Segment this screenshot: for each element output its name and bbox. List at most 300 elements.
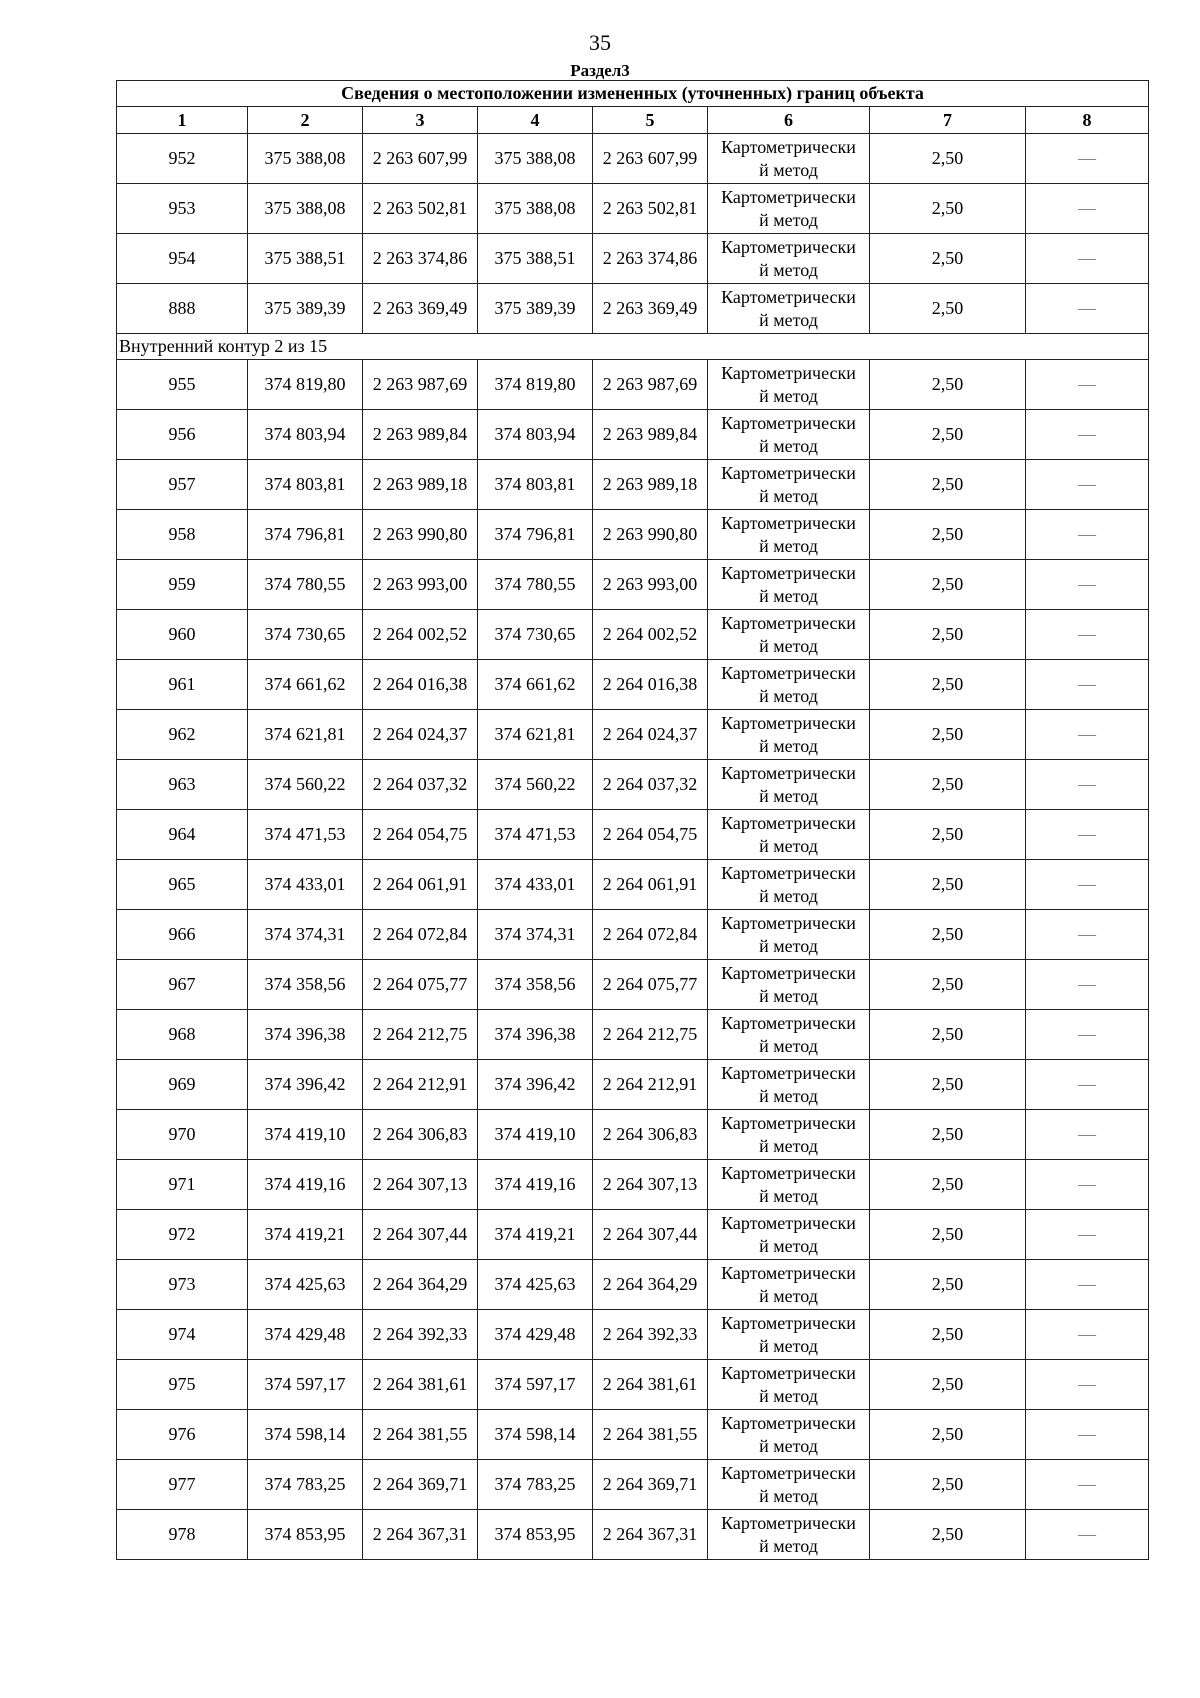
new-y-coordinate: 2 264 369,71 bbox=[593, 1460, 708, 1510]
method-line-2: й метод bbox=[759, 385, 818, 406]
new-y-coordinate: 2 264 024,37 bbox=[593, 710, 708, 760]
method-line-1: Картометрически bbox=[721, 1262, 856, 1283]
method-line-2: й метод bbox=[759, 535, 818, 556]
method-cell bbox=[708, 460, 870, 510]
method-line-2: й метод bbox=[759, 685, 818, 706]
description-cell: — bbox=[1026, 910, 1149, 960]
new-x-coordinate: 374 433,01 bbox=[478, 860, 593, 910]
old-y-coordinate: 2 263 502,81 bbox=[363, 184, 478, 234]
accuracy-value: 2,50 bbox=[870, 360, 1026, 410]
description-cell: — bbox=[1026, 134, 1149, 184]
new-y-coordinate: 2 264 307,44 bbox=[593, 1210, 708, 1260]
point-number: 968 bbox=[117, 1010, 248, 1060]
old-x-coordinate: 374 661,62 bbox=[248, 660, 363, 710]
accuracy-value: 2,50 bbox=[870, 410, 1026, 460]
method-line-2: й метод bbox=[759, 935, 818, 956]
old-y-coordinate: 2 264 364,29 bbox=[363, 1260, 478, 1310]
description-cell: — bbox=[1026, 1460, 1149, 1510]
description-cell: — bbox=[1026, 410, 1149, 460]
method-line-2: й метод bbox=[759, 209, 818, 230]
accuracy-value: 2,50 bbox=[870, 610, 1026, 660]
old-x-coordinate: 374 796,81 bbox=[248, 510, 363, 560]
new-x-coordinate: 375 388,08 bbox=[478, 184, 593, 234]
accuracy-value: 2,50 bbox=[870, 860, 1026, 910]
table-caption: Сведения о местоположении измененных (уточненных) границ объекта bbox=[117, 81, 1149, 107]
point-number: 960 bbox=[117, 610, 248, 660]
method-cell bbox=[708, 560, 870, 610]
table-row bbox=[117, 134, 1149, 184]
method-line-1: Картометрически bbox=[721, 1412, 856, 1433]
description-cell: — bbox=[1026, 1010, 1149, 1060]
method-line-2: й метод bbox=[759, 635, 818, 656]
method-cell bbox=[708, 910, 870, 960]
method-line-1: Картометрически bbox=[721, 662, 856, 683]
accuracy-value: 2,50 bbox=[870, 1460, 1026, 1510]
method-cell bbox=[708, 760, 870, 810]
new-x-coordinate: 374 598,14 bbox=[478, 1410, 593, 1460]
table-header-row bbox=[117, 107, 1149, 134]
accuracy-value: 2,50 bbox=[870, 1060, 1026, 1110]
table-row bbox=[117, 910, 1149, 960]
table-row bbox=[117, 560, 1149, 610]
new-y-coordinate: 2 264 381,61 bbox=[593, 1360, 708, 1410]
method-line-2: й метод bbox=[759, 1385, 818, 1406]
table-row bbox=[117, 184, 1149, 234]
boundary-table bbox=[116, 80, 1149, 1560]
method-cell bbox=[708, 284, 870, 334]
method-line-1: Картометрически bbox=[721, 186, 856, 207]
new-x-coordinate: 374 425,63 bbox=[478, 1260, 593, 1310]
old-x-coordinate: 374 419,21 bbox=[248, 1210, 363, 1260]
page-number: 35 bbox=[589, 30, 611, 55]
description-cell: — bbox=[1026, 360, 1149, 410]
column-header: 8 bbox=[1026, 107, 1149, 134]
method-line-2: й метод bbox=[759, 435, 818, 456]
point-number: 961 bbox=[117, 660, 248, 710]
accuracy-value: 2,50 bbox=[870, 284, 1026, 334]
old-x-coordinate: 374 419,16 bbox=[248, 1160, 363, 1210]
new-x-coordinate: 374 819,80 bbox=[478, 360, 593, 410]
method-cell bbox=[708, 810, 870, 860]
method-line-1: Картометрически bbox=[721, 362, 856, 383]
accuracy-value: 2,50 bbox=[870, 1410, 1026, 1460]
new-y-coordinate: 2 263 502,81 bbox=[593, 184, 708, 234]
old-y-coordinate: 2 263 990,80 bbox=[363, 510, 478, 560]
new-y-coordinate: 2 263 369,49 bbox=[593, 284, 708, 334]
accuracy-value: 2,50 bbox=[870, 184, 1026, 234]
new-y-coordinate: 2 264 306,83 bbox=[593, 1110, 708, 1160]
new-x-coordinate: 374 374,31 bbox=[478, 910, 593, 960]
method-cell bbox=[708, 134, 870, 184]
old-y-coordinate: 2 264 307,44 bbox=[363, 1210, 478, 1260]
new-y-coordinate: 2 263 990,80 bbox=[593, 510, 708, 560]
accuracy-value: 2,50 bbox=[870, 1160, 1026, 1210]
table-row bbox=[117, 1310, 1149, 1360]
accuracy-value: 2,50 bbox=[870, 1210, 1026, 1260]
old-y-coordinate: 2 264 061,91 bbox=[363, 860, 478, 910]
method-line-1: Картометрически bbox=[721, 136, 856, 157]
accuracy-value: 2,50 bbox=[870, 1010, 1026, 1060]
table-row bbox=[117, 1460, 1149, 1510]
method-line-1: Картометрически bbox=[721, 1512, 856, 1533]
old-x-coordinate: 374 803,94 bbox=[248, 410, 363, 460]
new-x-coordinate: 374 597,17 bbox=[478, 1360, 593, 1410]
method-cell bbox=[708, 410, 870, 460]
method-cell bbox=[708, 1260, 870, 1310]
method-line-1: Картометрически bbox=[721, 1362, 856, 1383]
table-row bbox=[117, 284, 1149, 334]
table-row bbox=[117, 410, 1149, 460]
new-y-coordinate: 2 264 367,31 bbox=[593, 1510, 708, 1560]
new-x-coordinate: 374 429,48 bbox=[478, 1310, 593, 1360]
table-row bbox=[117, 1410, 1149, 1460]
old-x-coordinate: 375 389,39 bbox=[248, 284, 363, 334]
method-cell bbox=[708, 1160, 870, 1210]
old-x-coordinate: 374 598,14 bbox=[248, 1410, 363, 1460]
method-line-2: й метод bbox=[759, 1185, 818, 1206]
old-x-coordinate: 374 560,22 bbox=[248, 760, 363, 810]
description-cell: — bbox=[1026, 610, 1149, 660]
table-row bbox=[117, 360, 1149, 410]
method-line-1: Картометрически bbox=[721, 862, 856, 883]
new-y-coordinate: 2 264 212,75 bbox=[593, 1010, 708, 1060]
old-y-coordinate: 2 264 212,75 bbox=[363, 1010, 478, 1060]
point-number: 974 bbox=[117, 1310, 248, 1360]
point-number: 967 bbox=[117, 960, 248, 1010]
old-x-coordinate: 374 471,53 bbox=[248, 810, 363, 860]
new-y-coordinate: 2 264 061,91 bbox=[593, 860, 708, 910]
table-row bbox=[117, 960, 1149, 1010]
method-line-1: Картометрически bbox=[721, 286, 856, 307]
method-cell bbox=[708, 184, 870, 234]
method-line-1: Картометрически bbox=[721, 1012, 856, 1033]
new-y-coordinate: 2 263 607,99 bbox=[593, 134, 708, 184]
point-number: 977 bbox=[117, 1460, 248, 1510]
table-row bbox=[117, 1510, 1149, 1560]
description-cell: — bbox=[1026, 760, 1149, 810]
description-cell: — bbox=[1026, 284, 1149, 334]
accuracy-value: 2,50 bbox=[870, 1110, 1026, 1160]
description-cell: — bbox=[1026, 184, 1149, 234]
old-x-coordinate: 374 783,25 bbox=[248, 1460, 363, 1510]
method-cell bbox=[708, 1210, 870, 1260]
method-cell bbox=[708, 610, 870, 660]
table-row bbox=[117, 810, 1149, 860]
accuracy-value: 2,50 bbox=[870, 510, 1026, 560]
method-line-1: Картометрически bbox=[721, 462, 856, 483]
new-y-coordinate: 2 263 374,86 bbox=[593, 234, 708, 284]
description-cell: — bbox=[1026, 810, 1149, 860]
column-header: 3 bbox=[363, 107, 478, 134]
old-x-coordinate: 374 358,56 bbox=[248, 960, 363, 1010]
method-line-1: Картометрически bbox=[721, 962, 856, 983]
method-line-2: й метод bbox=[759, 1135, 818, 1156]
accuracy-value: 2,50 bbox=[870, 560, 1026, 610]
description-cell: — bbox=[1026, 1260, 1149, 1310]
description-cell: — bbox=[1026, 660, 1149, 710]
old-y-coordinate: 2 263 993,00 bbox=[363, 560, 478, 610]
method-line-2: й метод bbox=[759, 159, 818, 180]
old-y-coordinate: 2 264 307,13 bbox=[363, 1160, 478, 1210]
point-number: 957 bbox=[117, 460, 248, 510]
contour-row bbox=[117, 334, 1149, 360]
new-x-coordinate: 374 560,22 bbox=[478, 760, 593, 810]
accuracy-value: 2,50 bbox=[870, 1510, 1026, 1560]
new-y-coordinate: 2 263 989,84 bbox=[593, 410, 708, 460]
method-cell bbox=[708, 710, 870, 760]
method-line-2: й метод bbox=[759, 485, 818, 506]
accuracy-value: 2,50 bbox=[870, 234, 1026, 284]
new-y-coordinate: 2 264 364,29 bbox=[593, 1260, 708, 1310]
description-cell: — bbox=[1026, 1110, 1149, 1160]
method-line-1: Картометрически bbox=[721, 912, 856, 933]
table-row bbox=[117, 1210, 1149, 1260]
description-cell: — bbox=[1026, 1310, 1149, 1360]
old-y-coordinate: 2 264 381,61 bbox=[363, 1360, 478, 1410]
method-cell bbox=[708, 860, 870, 910]
old-x-coordinate: 375 388,08 bbox=[248, 184, 363, 234]
table-row bbox=[117, 1010, 1149, 1060]
method-cell bbox=[708, 660, 870, 710]
old-x-coordinate: 374 730,65 bbox=[248, 610, 363, 660]
new-y-coordinate: 2 263 989,18 bbox=[593, 460, 708, 510]
point-number: 953 bbox=[117, 184, 248, 234]
new-x-coordinate: 374 796,81 bbox=[478, 510, 593, 560]
point-number: 955 bbox=[117, 360, 248, 410]
old-y-coordinate: 2 264 306,83 bbox=[363, 1110, 478, 1160]
point-number: 963 bbox=[117, 760, 248, 810]
method-cell bbox=[708, 1310, 870, 1360]
point-number: 973 bbox=[117, 1260, 248, 1310]
method-line-2: й метод bbox=[759, 1535, 818, 1556]
new-y-coordinate: 2 263 987,69 bbox=[593, 360, 708, 410]
method-line-2: й метод bbox=[759, 835, 818, 856]
table-row bbox=[117, 1160, 1149, 1210]
old-y-coordinate: 2 263 374,86 bbox=[363, 234, 478, 284]
new-x-coordinate: 374 621,81 bbox=[478, 710, 593, 760]
method-line-1: Картометрически bbox=[721, 236, 856, 257]
old-y-coordinate: 2 264 037,32 bbox=[363, 760, 478, 810]
method-line-2: й метод bbox=[759, 1285, 818, 1306]
table-row bbox=[117, 1060, 1149, 1110]
old-x-coordinate: 374 374,31 bbox=[248, 910, 363, 960]
old-y-coordinate: 2 264 016,38 bbox=[363, 660, 478, 710]
table-row bbox=[117, 760, 1149, 810]
method-line-2: й метод bbox=[759, 1035, 818, 1056]
method-line-1: Картометрически bbox=[721, 1212, 856, 1233]
new-x-coordinate: 375 389,39 bbox=[478, 284, 593, 334]
method-line-1: Картометрически bbox=[721, 762, 856, 783]
description-cell: — bbox=[1026, 1510, 1149, 1560]
method-line-2: й метод bbox=[759, 259, 818, 280]
new-y-coordinate: 2 264 016,38 bbox=[593, 660, 708, 710]
method-cell bbox=[708, 1010, 870, 1060]
new-y-coordinate: 2 264 212,91 bbox=[593, 1060, 708, 1110]
point-number: 966 bbox=[117, 910, 248, 960]
point-number: 972 bbox=[117, 1210, 248, 1260]
description-cell: — bbox=[1026, 560, 1149, 610]
new-x-coordinate: 374 396,38 bbox=[478, 1010, 593, 1060]
old-x-coordinate: 374 819,80 bbox=[248, 360, 363, 410]
new-x-coordinate: 374 803,81 bbox=[478, 460, 593, 510]
table-row bbox=[117, 1360, 1149, 1410]
table-caption-row bbox=[117, 81, 1149, 107]
new-x-coordinate: 374 358,56 bbox=[478, 960, 593, 1010]
old-x-coordinate: 374 429,48 bbox=[248, 1310, 363, 1360]
point-number: 958 bbox=[117, 510, 248, 560]
accuracy-value: 2,50 bbox=[870, 960, 1026, 1010]
old-y-coordinate: 2 264 024,37 bbox=[363, 710, 478, 760]
new-y-coordinate: 2 264 075,77 bbox=[593, 960, 708, 1010]
point-number: 978 bbox=[117, 1510, 248, 1560]
old-x-coordinate: 374 396,42 bbox=[248, 1060, 363, 1110]
method-line-1: Картометрически bbox=[721, 512, 856, 533]
method-cell bbox=[708, 1460, 870, 1510]
description-cell: — bbox=[1026, 1410, 1149, 1460]
new-x-coordinate: 374 419,10 bbox=[478, 1110, 593, 1160]
column-header: 7 bbox=[870, 107, 1026, 134]
new-x-coordinate: 374 783,25 bbox=[478, 1460, 593, 1510]
method-line-1: Картометрически bbox=[721, 712, 856, 733]
new-y-coordinate: 2 264 054,75 bbox=[593, 810, 708, 860]
method-line-2: й метод bbox=[759, 785, 818, 806]
new-x-coordinate: 374 661,62 bbox=[478, 660, 593, 710]
point-number: 964 bbox=[117, 810, 248, 860]
method-line-2: й метод bbox=[759, 885, 818, 906]
point-number: 959 bbox=[117, 560, 248, 610]
method-line-1: Картометрически bbox=[721, 412, 856, 433]
accuracy-value: 2,50 bbox=[870, 660, 1026, 710]
new-x-coordinate: 375 388,08 bbox=[478, 134, 593, 184]
old-x-coordinate: 374 396,38 bbox=[248, 1010, 363, 1060]
method-line-1: Картометрически bbox=[721, 1112, 856, 1133]
point-number: 969 bbox=[117, 1060, 248, 1110]
point-number: 962 bbox=[117, 710, 248, 760]
section-title: Раздел3 bbox=[570, 61, 630, 80]
old-x-coordinate: 375 388,08 bbox=[248, 134, 363, 184]
description-cell: — bbox=[1026, 1160, 1149, 1210]
accuracy-value: 2,50 bbox=[870, 810, 1026, 860]
accuracy-value: 2,50 bbox=[870, 1310, 1026, 1360]
point-number: 970 bbox=[117, 1110, 248, 1160]
description-cell: — bbox=[1026, 960, 1149, 1010]
new-x-coordinate: 374 419,21 bbox=[478, 1210, 593, 1260]
accuracy-value: 2,50 bbox=[870, 460, 1026, 510]
new-x-coordinate: 374 471,53 bbox=[478, 810, 593, 860]
method-cell bbox=[708, 360, 870, 410]
description-cell: — bbox=[1026, 460, 1149, 510]
old-x-coordinate: 374 803,81 bbox=[248, 460, 363, 510]
method-line-2: й метод bbox=[759, 1235, 818, 1256]
description-cell: — bbox=[1026, 1360, 1149, 1410]
column-header: 6 bbox=[708, 107, 870, 134]
new-x-coordinate: 374 419,16 bbox=[478, 1160, 593, 1210]
old-y-coordinate: 2 263 369,49 bbox=[363, 284, 478, 334]
new-x-coordinate: 374 853,95 bbox=[478, 1510, 593, 1560]
description-cell: — bbox=[1026, 510, 1149, 560]
method-line-1: Картометрически bbox=[721, 1462, 856, 1483]
description-cell: — bbox=[1026, 860, 1149, 910]
old-y-coordinate: 2 264 367,31 bbox=[363, 1510, 478, 1560]
method-line-2: й метод bbox=[759, 585, 818, 606]
old-y-coordinate: 2 264 054,75 bbox=[363, 810, 478, 860]
old-y-coordinate: 2 263 989,84 bbox=[363, 410, 478, 460]
method-cell bbox=[708, 1360, 870, 1410]
new-y-coordinate: 2 264 381,55 bbox=[593, 1410, 708, 1460]
method-line-1: Картометрически bbox=[721, 612, 856, 633]
table-row bbox=[117, 1260, 1149, 1310]
new-y-coordinate: 2 264 392,33 bbox=[593, 1310, 708, 1360]
method-line-2: й метод bbox=[759, 1435, 818, 1456]
method-line-2: й метод bbox=[759, 1335, 818, 1356]
new-y-coordinate: 2 264 037,32 bbox=[593, 760, 708, 810]
old-x-coordinate: 374 853,95 bbox=[248, 1510, 363, 1560]
old-y-coordinate: 2 263 989,18 bbox=[363, 460, 478, 510]
old-y-coordinate: 2 264 212,91 bbox=[363, 1060, 478, 1110]
point-number: 976 bbox=[117, 1410, 248, 1460]
description-cell: — bbox=[1026, 1210, 1149, 1260]
description-cell: — bbox=[1026, 1060, 1149, 1110]
method-line-2: й метод bbox=[759, 735, 818, 756]
method-cell bbox=[708, 960, 870, 1010]
column-header: 2 bbox=[248, 107, 363, 134]
table-row bbox=[117, 860, 1149, 910]
table-row bbox=[117, 234, 1149, 284]
old-x-coordinate: 374 433,01 bbox=[248, 860, 363, 910]
method-cell bbox=[708, 1510, 870, 1560]
description-cell: — bbox=[1026, 710, 1149, 760]
accuracy-value: 2,50 bbox=[870, 1260, 1026, 1310]
table-row bbox=[117, 460, 1149, 510]
contour-label: Внутренний контур 2 из 15 bbox=[117, 334, 1149, 360]
method-line-1: Картометрически bbox=[721, 1162, 856, 1183]
method-line-1: Картометрически bbox=[721, 812, 856, 833]
point-number: 956 bbox=[117, 410, 248, 460]
new-x-coordinate: 374 803,94 bbox=[478, 410, 593, 460]
old-y-coordinate: 2 264 002,52 bbox=[363, 610, 478, 660]
new-x-coordinate: 374 396,42 bbox=[478, 1060, 593, 1110]
method-line-1: Картометрически bbox=[721, 1062, 856, 1083]
method-line-1: Картометрически bbox=[721, 1312, 856, 1333]
point-number: 952 bbox=[117, 134, 248, 184]
old-y-coordinate: 2 264 072,84 bbox=[363, 910, 478, 960]
old-x-coordinate: 374 621,81 bbox=[248, 710, 363, 760]
column-header: 4 bbox=[478, 107, 593, 134]
table-row bbox=[117, 610, 1149, 660]
method-line-1: Картометрически bbox=[721, 562, 856, 583]
new-x-coordinate: 374 780,55 bbox=[478, 560, 593, 610]
table-body bbox=[117, 81, 1149, 1560]
old-x-coordinate: 375 388,51 bbox=[248, 234, 363, 284]
point-number: 954 bbox=[117, 234, 248, 284]
method-cell bbox=[708, 1060, 870, 1110]
method-line-2: й метод bbox=[759, 1485, 818, 1506]
new-y-coordinate: 2 263 993,00 bbox=[593, 560, 708, 610]
point-number: 965 bbox=[117, 860, 248, 910]
method-cell bbox=[708, 1410, 870, 1460]
table-row bbox=[117, 660, 1149, 710]
new-y-coordinate: 2 264 307,13 bbox=[593, 1160, 708, 1210]
old-y-coordinate: 2 264 075,77 bbox=[363, 960, 478, 1010]
table-row bbox=[117, 510, 1149, 560]
point-number: 975 bbox=[117, 1360, 248, 1410]
table-row bbox=[117, 1110, 1149, 1160]
point-number: 888 bbox=[117, 284, 248, 334]
old-y-coordinate: 2 264 381,55 bbox=[363, 1410, 478, 1460]
old-y-coordinate: 2 263 607,99 bbox=[363, 134, 478, 184]
method-line-2: й метод bbox=[759, 309, 818, 330]
table-row bbox=[117, 710, 1149, 760]
